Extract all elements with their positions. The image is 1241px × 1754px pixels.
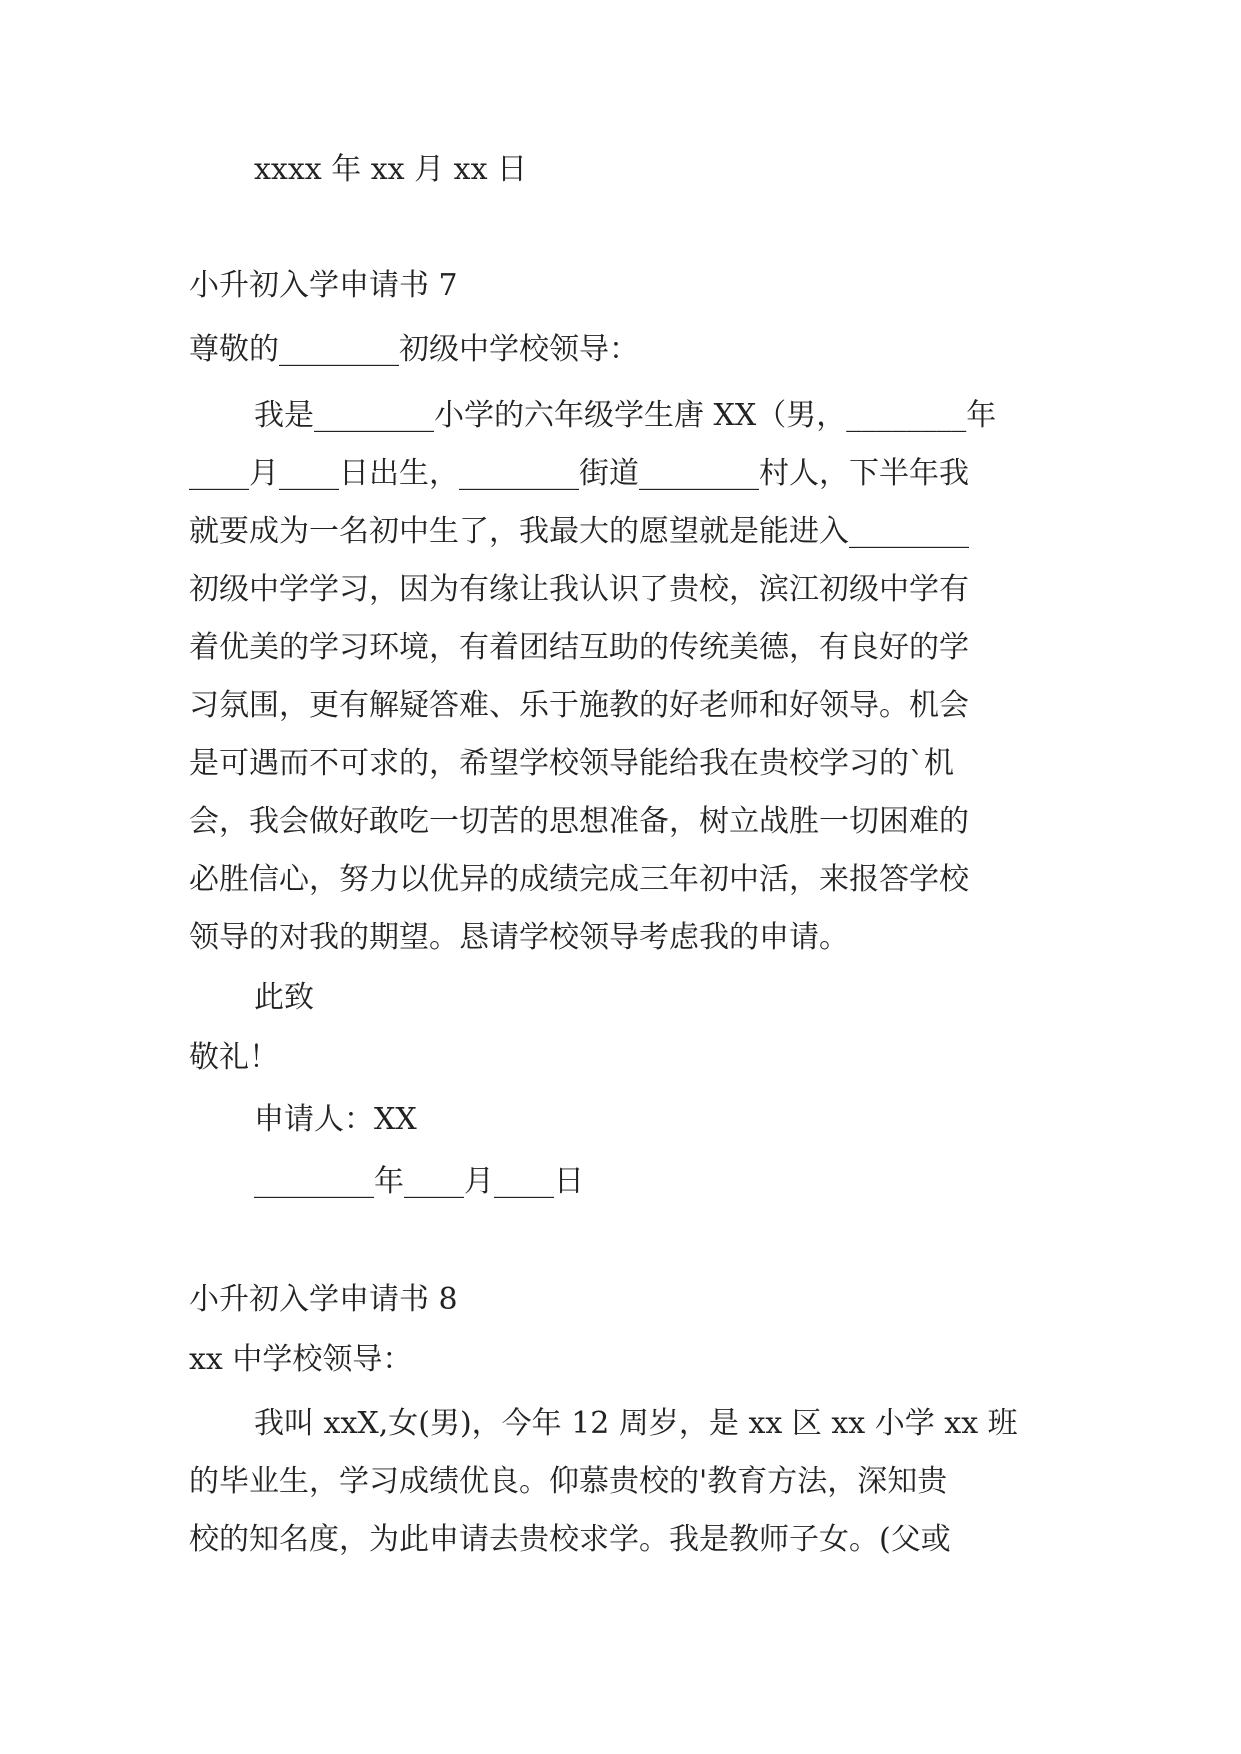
letter7-body-line: 是可遇而不可求的，希望学校领导能给我在贵校学习的`机	[189, 746, 954, 781]
letter7-body-line: 就要成为一名初中生了，我最大的愿望就是能进入________	[189, 514, 969, 549]
letter7-closing-1: 此致	[254, 980, 314, 1015]
letter7-body-line: 习氛围，更有解疑答难、乐于施教的好老师和好领导。机会	[189, 688, 969, 723]
letter7-applicant: 申请人：XX	[254, 1102, 417, 1137]
letter7-body-line: 初级中学学习，因为有缘让我认识了贵校，滨江初级中学有	[189, 572, 969, 607]
letter8-title: 小升初入学申请书 8	[189, 1282, 458, 1317]
letter7-body-line: 着优美的学习环境，有着团结互助的传统美德，有良好的学	[189, 630, 969, 665]
letter8-body-line: 我叫 xxX,女(男)，今年 12 周岁，是 xx 区 xx 小学 xx 班	[254, 1406, 1018, 1441]
top-date: xxxx 年 xx 月 xx 日	[254, 152, 528, 187]
letter8-body-line: 校的知名度，为此申请去贵校求学。我是教师子女。(父或	[189, 1522, 951, 1557]
letter7-body-line: 我是________小学的六年级学生唐 XX（男，________年	[254, 398, 997, 433]
letter7-body-line: 领导的对我的期望。恳请学校领导考虑我的申请。	[189, 920, 849, 955]
letter7-title: 小升初入学申请书 7	[189, 268, 458, 303]
letter7-date: ________年____月____日	[254, 1164, 584, 1199]
letter7-body-line: 必胜信心，努力以优异的成绩完成三年初中活，来报答学校	[189, 862, 969, 897]
letter8-body-line: 的毕业生，学习成绩优良。仰慕贵校的'教育方法，深知贵	[189, 1464, 948, 1499]
letter7-salutation: 尊敬的________初级中学校领导：	[189, 332, 639, 367]
letter7-closing-2: 敬礼！	[189, 1040, 279, 1075]
letter7-body-line: 会，我会做好敢吃一切苦的思想准备，树立战胜一切困难的	[189, 804, 969, 839]
letter7-body-line: ____月____日出生，________街道________村人，下半年我	[189, 456, 969, 491]
letter8-salutation: xx 中学校领导：	[189, 1342, 413, 1377]
